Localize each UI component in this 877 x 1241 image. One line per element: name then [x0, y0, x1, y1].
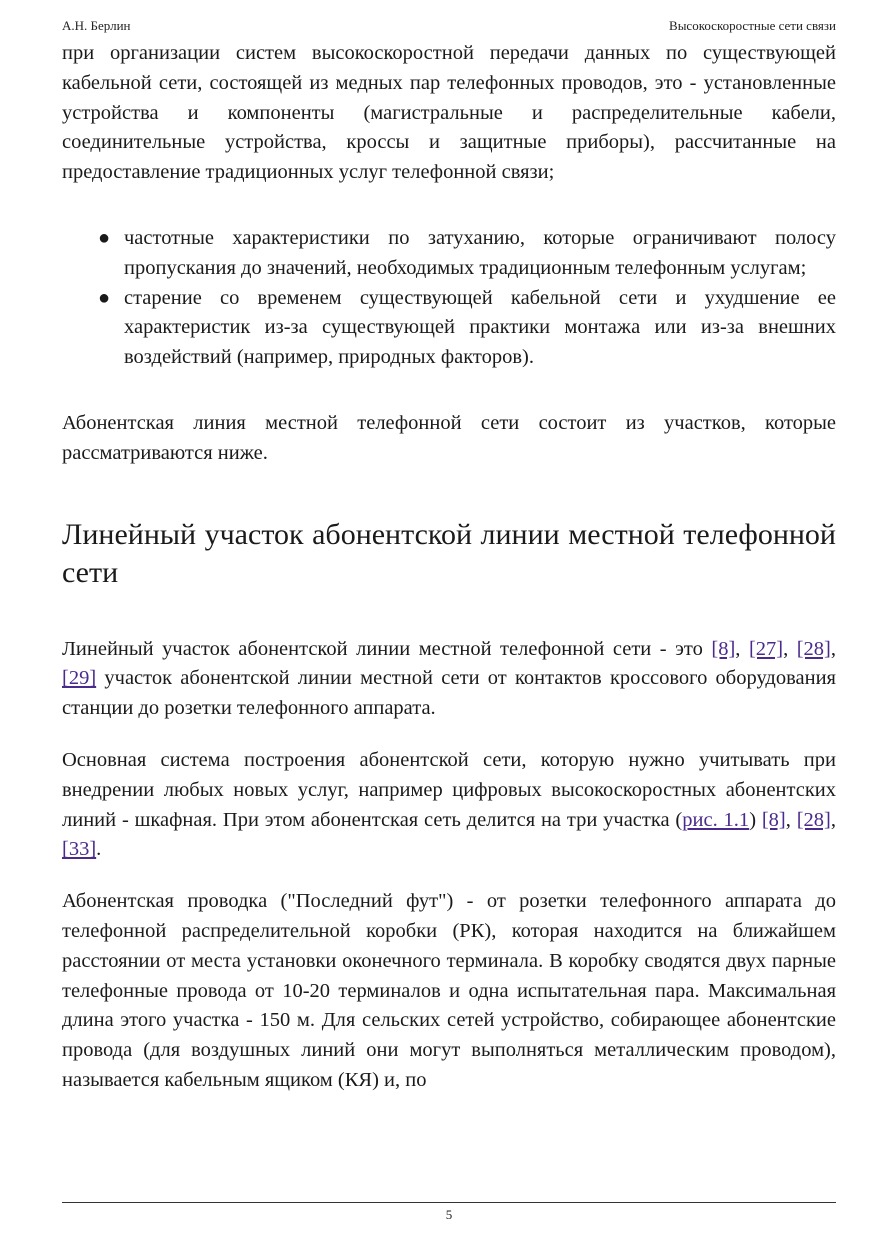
body-text [62, 39, 836, 1096]
close-paren: ) [749, 808, 757, 831]
separator: , [830, 808, 837, 831]
header-book-title: Высокоскоростные сети связи [669, 18, 836, 33]
bullet-text: частотные характеристики по затуханию, которые ограничивают полосу пропускания до значений, необходимых традиционным телефонным услугам; [124, 226, 836, 279]
citation-link-8[interactable]: [8] [761, 808, 786, 831]
citation-link-27[interactable]: [27] [748, 637, 784, 660]
bullet-text: старение со временем существующей кабельной сети и ухудшение ее характеристик из-за существующей практики монтажа или из-за внешних воздействий (например, природных факторов). [124, 286, 836, 369]
last-foot-paragraph: Абонентская проводка ("Последний фут") - от розетки телефонного аппарата до телефонной распределительной коробки (РК), которая находится на ближайшем расстоянии от места установки оконечного терминала. В коробку сводятся двух парные телефонные провода от 10-20 терминалов и одна испытательная пара. Максимальная длина этого участка - 150 м. Для сельских сетей устройство, собирающее абонентские провода (для воздушных линий они могут выполняться металлическим проводом), называется кабельным ящиком (КЯ) и, по [62, 890, 836, 1091]
figure-link[interactable]: рис. 1.1 [682, 808, 750, 831]
citation-link-8[interactable]: [8] [711, 637, 736, 660]
running-header [62, 17, 836, 35]
separator: , [830, 637, 837, 660]
page-number: 5 [445, 1207, 453, 1222]
period: . [96, 838, 102, 861]
subscriber-line-paragraph: Абонентская линия местной телефонной сети состоит из участков, которые рассматриваются ниже. [62, 411, 836, 464]
paragraph-text: Линейный участок абонентской линии местной телефонной сети - это [62, 637, 703, 660]
separator: , [783, 637, 789, 660]
linear-section-paragraph [62, 635, 836, 724]
header-author: А.Н. Берлин [62, 18, 131, 33]
separator: , [785, 808, 791, 831]
section-heading: Линейный участок абонентской линии местной телефонной сети [62, 517, 836, 589]
bullet-list [62, 224, 836, 373]
citation-link-28[interactable]: [28] [796, 637, 831, 660]
list-item [98, 284, 836, 373]
bullet-icon: ● [98, 226, 111, 249]
footer-rule [62, 1202, 836, 1203]
document-page [62, 0, 836, 1241]
list-item [98, 224, 836, 284]
citation-link-28[interactable]: [28] [796, 808, 831, 831]
intro-paragraph: при организации систем высокоскоростной передачи данных по существующей кабельной сети, состоящей из медных пар телефонных проводов, это - установленные устройства и компоненты (магистральные и распределительные кабели, соединительные устройства, кроссы и защитные приборы), рассчитанные на предоставление традиционных услуг телефонной связи; [62, 42, 836, 184]
separator: , [735, 637, 741, 660]
citation-link-29[interactable]: [29] [62, 667, 97, 690]
main-system-paragraph [62, 746, 836, 865]
bullet-icon: ● [98, 286, 111, 309]
paragraph-text: Основная система построения абонентской сети, которую нужно учитывать при внедрении любых новых услуг, например цифровых высокоскоростных абонентских линий - шкафная. При этом абонентская сеть делится на три участка ( [62, 748, 836, 831]
citation-link-33[interactable]: [33] [62, 838, 97, 861]
paragraph-text: участок абонентской линии местной сети от контактов кроссового оборудования станции до розетки телефонного аппарата. [62, 667, 836, 720]
